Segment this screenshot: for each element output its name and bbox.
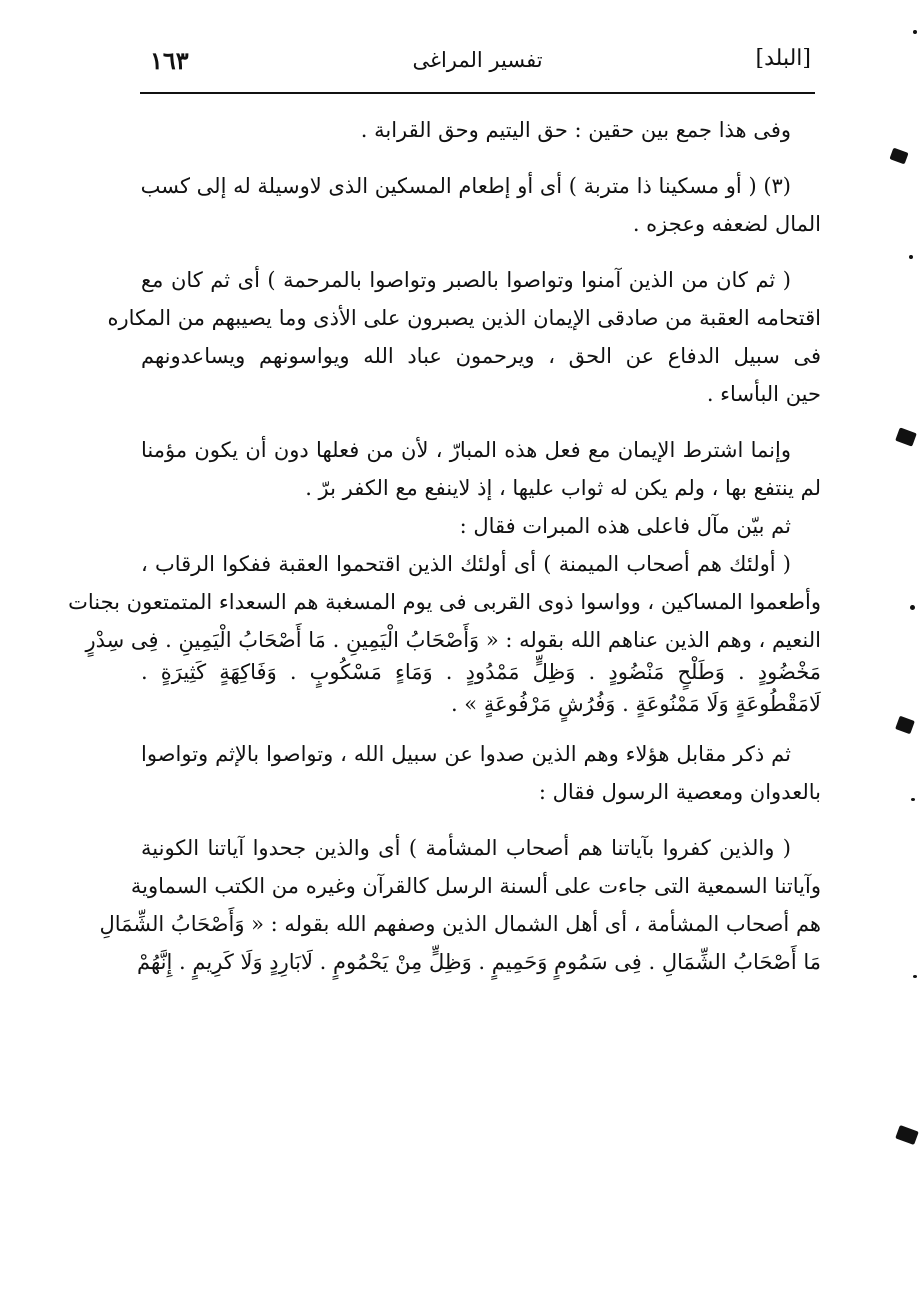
text-line: مَخْضُودٍ . وَطَلْحٍ مَنْضُودٍ . وَظِلٍّ مَمْدُودٍ . وَمَاءٍ مَسْكُوبٍ . وَفَاكِهَةٍ كَثِيرَةٍ . xyxy=(141,660,821,684)
text-line: وأطعموا المساكين ، وواسوا ذوى القربى فى يوم المسغبة هم السعداء المتمتعون بجنات xyxy=(68,590,821,614)
body-text xyxy=(68,110,821,988)
text-line: النعيم ، وهم الذين عناهم الله بقوله : « وَأَصْحَابُ الْيَمِينِ . مَا أَصْحَابُ الْيَمِينِ . فِى سِدْرٍ xyxy=(85,628,821,652)
scan-speck xyxy=(889,148,908,165)
scan-speck xyxy=(913,30,917,34)
text-line: ثم بيّن مآل فاعلى هذه المبرات فقال : xyxy=(459,514,791,538)
page-header xyxy=(140,36,815,94)
scan-speck xyxy=(895,1125,919,1145)
book-title: تفسير المراغى xyxy=(412,48,543,72)
surah-bracket-close: ] xyxy=(755,46,765,71)
scan-speck xyxy=(895,716,915,735)
scan-speck xyxy=(909,255,913,259)
scan-speck xyxy=(911,798,915,801)
surah-bracket-open: [ xyxy=(802,46,811,71)
scan-speck xyxy=(913,975,917,978)
text-line: حين البأساء . xyxy=(706,382,821,406)
page-number: ١٦٣ xyxy=(150,46,189,75)
text-line: وإنما اشترط الإيمان مع فعل هذه المبارّ ، لأن من فعلها دون أن يكون مؤمنا xyxy=(141,438,791,462)
text-line: بالعدوان ومعصية الرسول فقال : xyxy=(538,780,821,804)
text-line: اقتحامه العقبة من صادقى الإيمان الذين يصبرون على الأذى وما يصيبهم من المكاره xyxy=(107,306,821,330)
paragraph-gap xyxy=(141,156,821,174)
text-line: مَا أَصْحَابُ الشِّمَالِ . فِى سَمُومٍ وَحَمِيمٍ . وَظِلٍّ مِنْ يَحْمُومٍ . لَابَارِدٍ وَلَا كَرِيمٍ . إِنَّهُمْ xyxy=(137,950,821,974)
scan-speck xyxy=(895,427,917,446)
surah-name-text: البلد xyxy=(764,46,803,71)
text-line: ثم ذكر مقابل هؤلاء وهم الذين صدوا عن سبيل الله ، وتواصوا بالإثم وتواصوا xyxy=(141,742,791,766)
paragraph-gap xyxy=(141,724,821,742)
text-line: (٣) ( أو مسكينا ذا متربة ) أى أو إطعام المسكين الذى لاوسيلة له إلى كسب xyxy=(140,174,791,198)
text-line: ( أولئك هم أصحاب الميمنة ) أى أولئك الذين اقتحموا العقبة ففكوا الرقاب ، xyxy=(141,552,791,576)
text-line: لَامَقْطُوعَةٍ وَلَا مَمْنُوعَةٍ . وَفُرُشٍ مَرْفُوعَةٍ » . xyxy=(450,692,821,716)
text-line: وآياتنا السمعية التى جاءت على ألسنة الرسل كالقرآن وغيره من الكتب السماوية xyxy=(130,874,821,898)
paragraph-gap xyxy=(141,818,821,836)
paragraph-gap xyxy=(141,420,821,438)
text-line: هم أصحاب المشأمة ، أى أهل الشمال الذين وصفهم الله بقوله : « وَأَصْحَابُ الشِّمَالِ xyxy=(99,912,821,936)
paragraph-gap xyxy=(141,250,821,268)
text-line: لم ينتفع بها ، ولم يكن له ثواب عليها ، إذ لاينفع مع الكفر برّ . xyxy=(305,476,821,500)
text-line: المال لضعفه وعجزه . xyxy=(632,212,821,236)
text-line: ( ثم كان من الذين آمنوا وتواصوا بالصبر وتواصوا بالمرحمة ) أى ثم كان مع xyxy=(141,268,791,292)
text-line: وفى هذا جمع بين حقين : حق اليتيم وحق القرابة . xyxy=(360,118,791,142)
text-line: ( والذين كفروا بآياتنا هم أصحاب المشأمة ) أى والذين جحدوا آياتنا الكونية xyxy=(141,836,791,860)
scan-speck xyxy=(910,605,915,610)
text-line: فى سبيل الدفاع عن الحق ، ويرحمون عباد الله ويواسونهم ويساعدونهم xyxy=(141,344,821,368)
